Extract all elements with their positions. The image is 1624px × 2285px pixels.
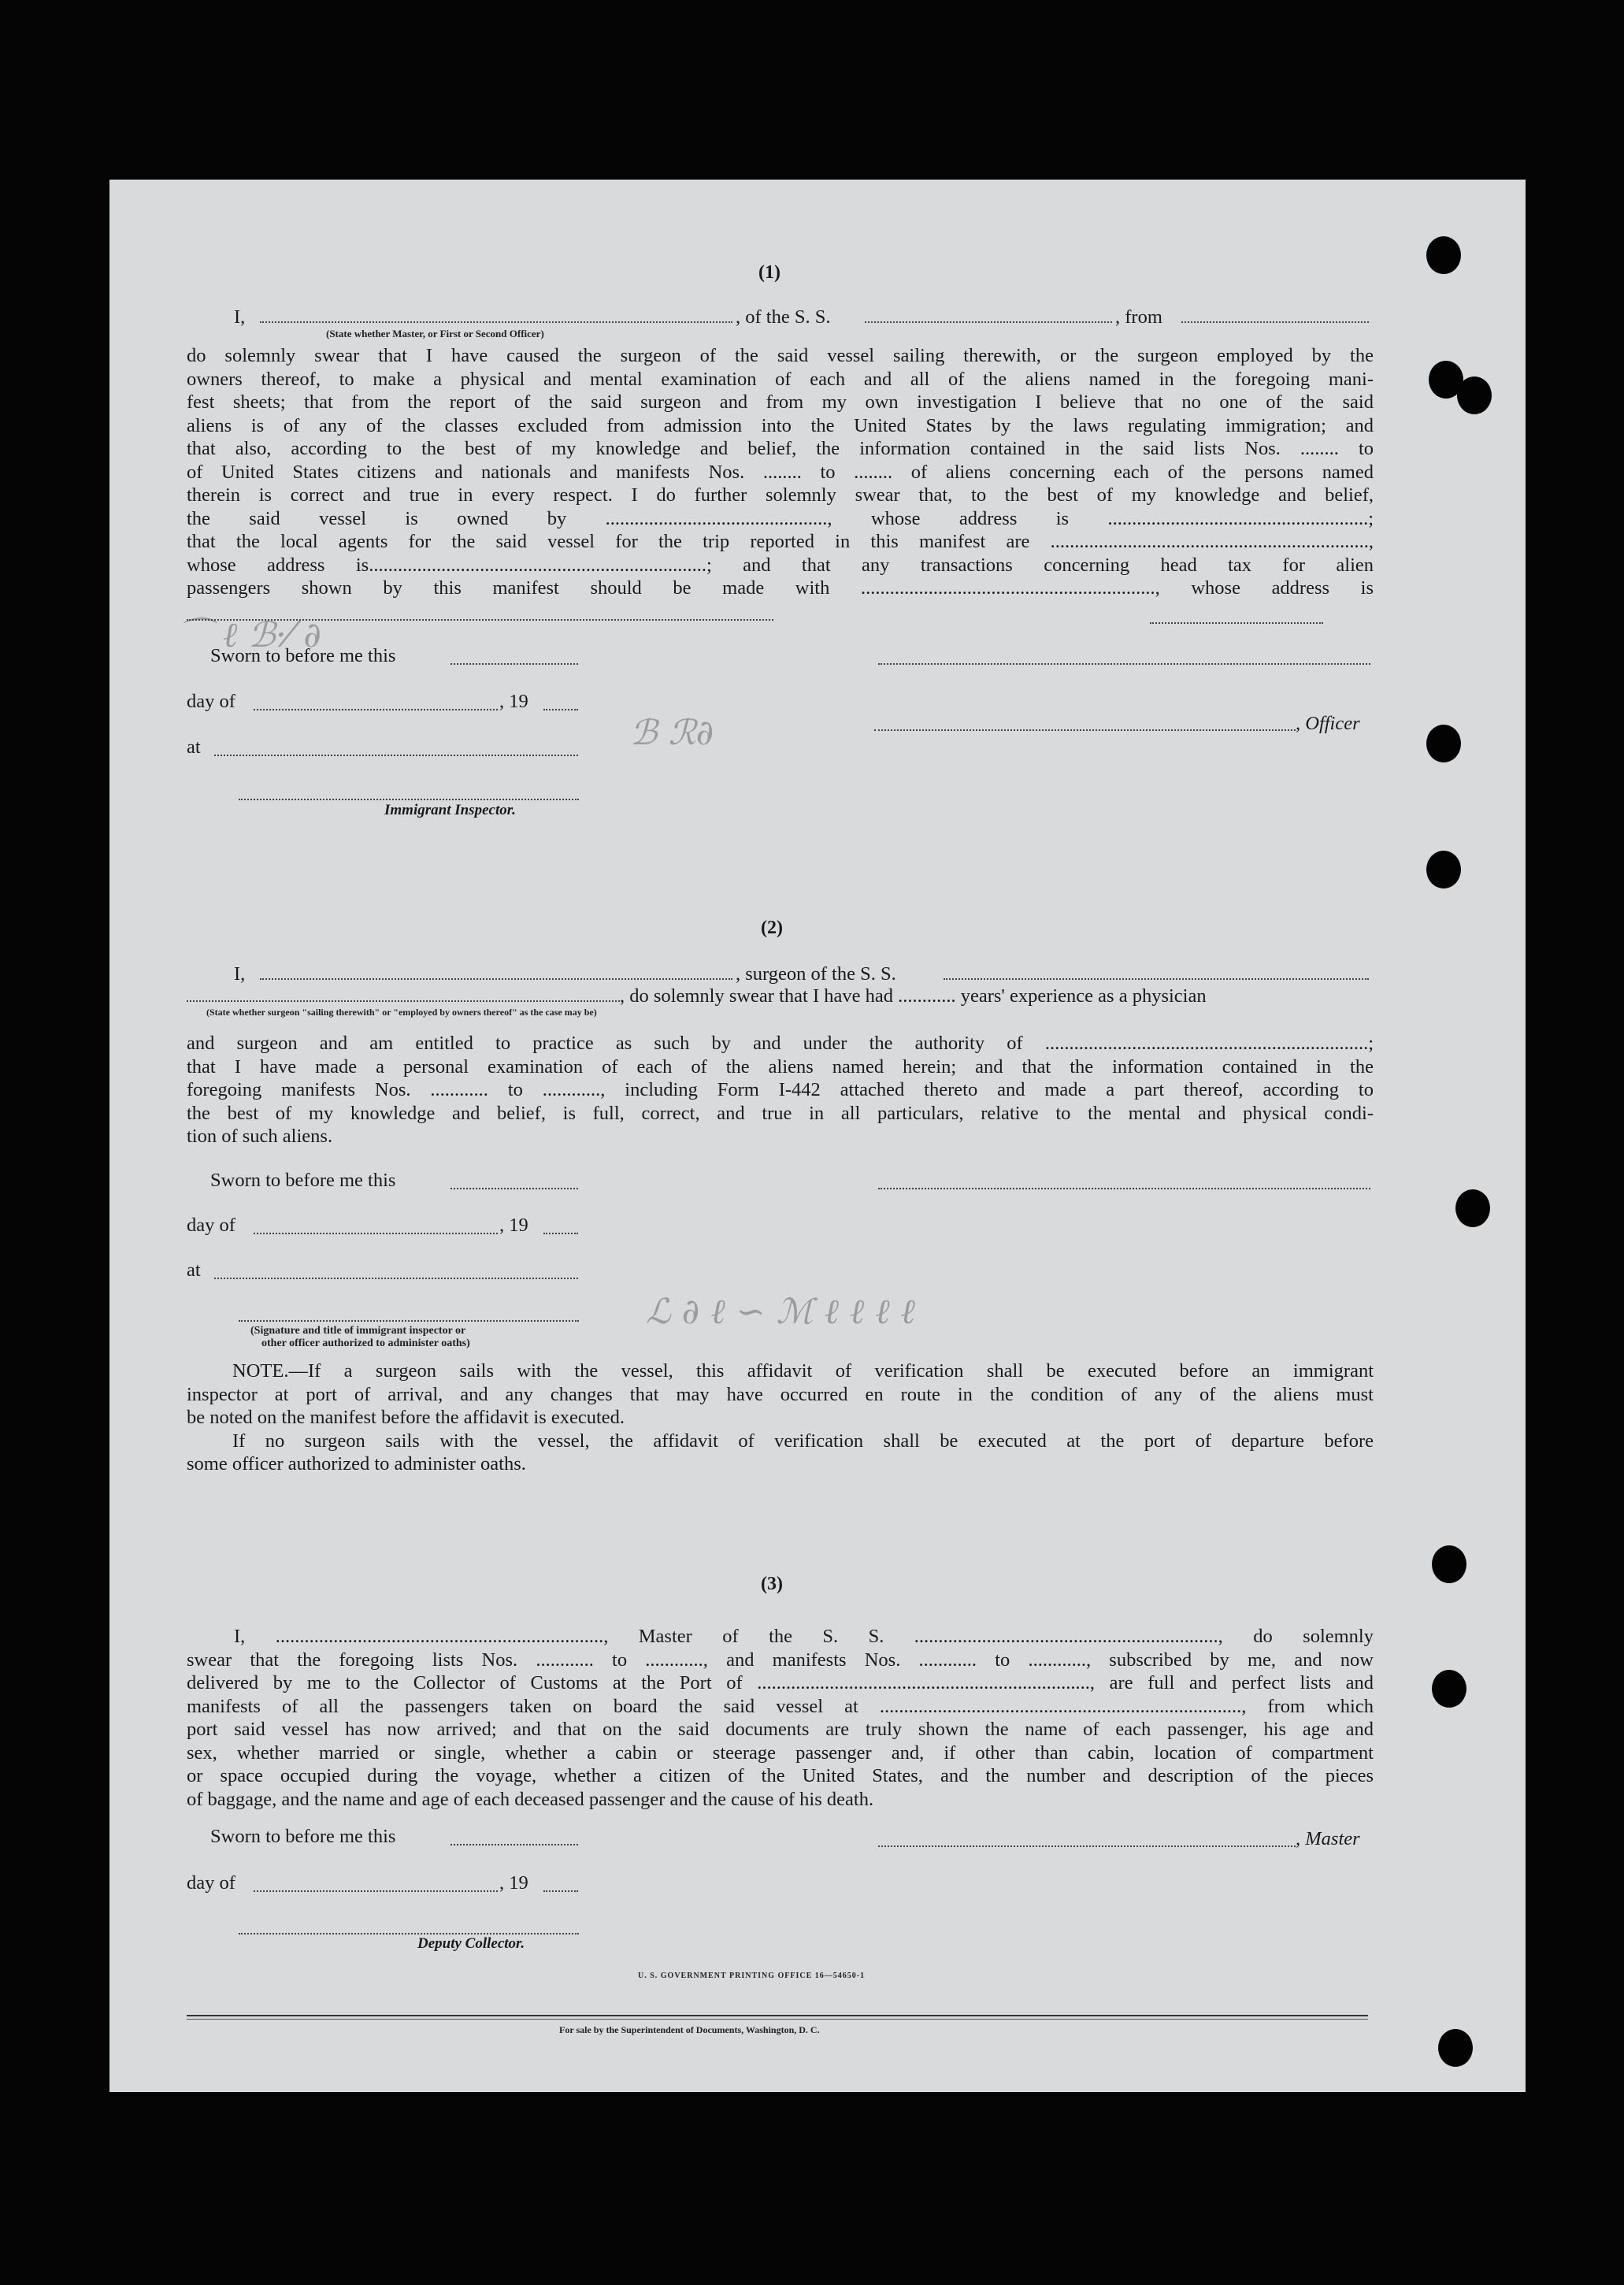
s3-year-label: , 19 — [499, 1872, 528, 1894]
s1-address-blank-2 — [1150, 622, 1323, 624]
s1-i-label: I, — [234, 306, 246, 328]
s1-address-blank — [187, 619, 773, 621]
punch-hole — [1438, 2029, 1473, 2067]
s3-line: sex, whether married or single, whether a cabin or steerage passenger and, if other than cabin, location of compartment — [187, 1742, 1374, 1764]
s1-officer-signature-line — [878, 663, 1370, 665]
s2-line: that I have made a personal examination of each of the aliens named herein; and that the information contained in the — [187, 1055, 1374, 1078]
s3-line: manifests of all the passengers taken on board the said vessel at ..........................................................................., from which — [187, 1695, 1374, 1717]
s1-ship-name-blank — [865, 321, 1112, 323]
s3-collector-label: Deputy Collector. — [417, 1935, 525, 1952]
s2-i-label: I, — [234, 963, 246, 985]
s3-line: I, ...................................................................., Master of the S. S. ..............................................................., do solemnly — [234, 1626, 1374, 1647]
punch-hole — [1432, 1545, 1466, 1583]
s2-surgeon-caption: (State whether surgeon "sailing therewith" or "employed by owners thereof" as the case may be) — [206, 1007, 597, 1018]
s2-line: tion of such aliens. — [187, 1126, 333, 1147]
note-line: If no surgeon sails with the vessel, the affidavit of verification shall be executed at the port of departure before — [232, 1430, 1374, 1452]
s3-sworn-label: Sworn to before me this — [210, 1826, 396, 1847]
s2-surgeon-type-blank — [187, 1000, 620, 1002]
s1-of-ss-label: , of the S. S. — [736, 306, 831, 328]
s3-master-signature-line — [878, 1845, 1296, 1847]
s3-line: swear that the foregoing lists Nos. ............ to ............, and manifests Nos. ............ to ............, subscribed by me, and now — [187, 1649, 1374, 1671]
s3-collector-signature-line — [239, 1933, 579, 1934]
s3-day-blank — [254, 1890, 498, 1892]
footer-rule — [187, 2015, 1368, 2016]
s3-day-of-label: day of — [187, 1872, 235, 1894]
s1-from-blank — [1181, 321, 1369, 323]
s2-line: the best of my knowledge and belief, is full, correct, and true in all particulars, relative to the mental and physical condi- — [187, 1102, 1374, 1124]
handwriting-mark: ℬ ℛ∂ — [630, 713, 714, 753]
printing-office-line: U. S. GOVERNMENT PRINTING OFFICE 16—54650-1 — [638, 1972, 866, 1980]
s1-line: of United States citizens and nationals and manifests Nos. ........ to ........ of aliens concerning each of the persons named — [187, 461, 1374, 483]
punch-hole — [1426, 725, 1461, 762]
s1-line: passengers shown by this manifest should be made with ............................................................., whose address is — [187, 577, 1374, 599]
s1-from-label: , from — [1115, 306, 1162, 328]
s2-year-label: , 19 — [499, 1215, 528, 1236]
s1-sworn-label: Sworn to before me this — [210, 645, 396, 666]
s1-inspector-label: Immigrant Inspector. — [384, 802, 516, 818]
s2-sig-caption-1: (Signature and title of immigrant inspector or — [250, 1325, 466, 1337]
section-3-heading: (3) — [761, 1574, 783, 1594]
s2-at-label: at — [187, 1259, 201, 1281]
note-line: be noted on the manifest before the affidavit is executed. — [187, 1407, 625, 1428]
s2-day-blank — [254, 1233, 498, 1234]
s1-year-blank — [543, 709, 578, 710]
s1-line: that also, according to the best of my knowledge and belief, the information contained in the said lists Nos. ........ to — [187, 438, 1374, 459]
s3-line: delivered by me to the Collector of Customs at the Port of ....................................................................., are full and perfect lists and — [187, 1672, 1374, 1693]
s2-sig-caption-2: other officer authorized to administer oaths) — [261, 1337, 470, 1349]
s2-surgeon-signature-line — [878, 1188, 1370, 1189]
s1-officer-label: , Officer — [1296, 713, 1360, 734]
punch-hole — [1455, 1189, 1490, 1227]
s1-line: aliens is of any of the classes excluded from admission into the United States by the laws regulating immigration; and — [187, 414, 1374, 436]
section-2-heading: (2) — [761, 918, 783, 938]
s1-line: that the local agents for the said vessel for the trip reported in this manifest are .................................................................., — [187, 531, 1374, 552]
s1-at-label: at — [187, 736, 201, 758]
s1-line: the said vessel is owned by .............................................., whose address is ......................................................; — [187, 507, 1374, 529]
punch-hole — [1426, 851, 1461, 888]
s1-inspector-signature-line — [239, 799, 579, 800]
s2-inspector-signature-line — [239, 1320, 579, 1322]
s2-sworn-blank — [450, 1188, 578, 1189]
s3-oath-paragraph — [187, 1625, 1374, 1811]
punch-hole — [1432, 1670, 1466, 1708]
s1-officer-caption: (State whether Master, or First or Second Officer) — [326, 328, 544, 339]
s1-sworn-blank — [450, 663, 578, 665]
note-paragraph — [187, 1360, 1374, 1476]
s1-line: do solemnly swear that I have caused the surgeon of the said vessel sailing therewith, or the surgeon employed by the — [187, 345, 1374, 366]
note-line: NOTE.—If a surgeon sails with the vessel, this affidavit of verification shall be executed before an immigrant — [232, 1360, 1374, 1382]
s2-line: foregoing manifests Nos. ............ to ............, including Form I-442 attached thereto and made a part thereof, according to — [187, 1079, 1374, 1100]
s3-line: or space occupied during the voyage, whether a citizen of the United States, and the number and description of the pieces — [187, 1765, 1374, 1786]
s1-officer-line — [874, 729, 1296, 731]
s1-day-of-label: day of — [187, 691, 235, 712]
s1-year-label: , 19 — [499, 691, 528, 712]
s3-line: port said vessel has now arrived; and that on the said documents are truly shown the name of each passenger, his age and — [187, 1719, 1374, 1740]
handwriting-mark: ℒ ∂ ℓ ∽ ℳ ℓ ℓ ℓ ℓ — [646, 1292, 915, 1332]
s2-surgeon-name-blank — [260, 978, 732, 980]
punch-hole — [1457, 377, 1492, 414]
s2-year-blank — [543, 1233, 578, 1234]
footer-rule-2 — [187, 2019, 1368, 2020]
s1-line: fest sheets; that from the report of the said surgeon and from my own investigation I believe that no one of the said — [187, 391, 1374, 413]
handwriting-mark: ⌒ ℓ ℬ·⁄ ∂ — [177, 615, 321, 655]
s1-day-blank — [254, 709, 498, 710]
s2-surgeon-of-label: , surgeon of the S. S. — [736, 963, 896, 985]
s3-line: of baggage, and the name and age of each deceased passenger and the cause of his death. — [187, 1788, 874, 1810]
punch-hole — [1426, 236, 1461, 274]
s2-day-of-label: day of — [187, 1215, 235, 1236]
note-line: inspector at port of arrival, and any changes that may have occurred en route in the condition of any of the aliens must — [187, 1383, 1374, 1405]
s3-master-label: , Master — [1296, 1828, 1360, 1849]
s2-oath-paragraph — [187, 1032, 1374, 1148]
s1-line: owners thereof, to make a physical and mental examination of each and all of the aliens named in the foregoing mani- — [187, 368, 1374, 390]
s1-oath-paragraph — [187, 344, 1374, 600]
s3-year-blank — [543, 1890, 578, 1892]
s2-at-blank — [214, 1278, 578, 1279]
s1-line: whose address is......................................................................; and that any transactions concerning head tax for alien — [187, 554, 1374, 576]
s2-sworn-label: Sworn to before me this — [210, 1170, 396, 1191]
note-line: some officer authorized to administer oaths. — [187, 1453, 526, 1474]
s1-officer-name-blank — [260, 321, 732, 323]
s1-line: therein is correct and true in every respect. I do further solemnly swear that, to the best of my knowledge and belief, — [187, 484, 1374, 506]
sale-line: For sale by the Superintendent of Documents, Washington, D. C. — [559, 2024, 820, 2035]
section-1-heading: (1) — [758, 262, 780, 283]
s3-sworn-blank — [450, 1844, 578, 1845]
s1-at-blank — [214, 755, 578, 756]
s2-ship-name-blank — [944, 978, 1369, 980]
s2-line: and surgeon and am entitled to practice as such by and under the authority of ...................................................................; — [187, 1033, 1374, 1054]
s2-swear-label: , do solemnly swear that I have had ............ years' experience as a physician — [620, 985, 1207, 1007]
